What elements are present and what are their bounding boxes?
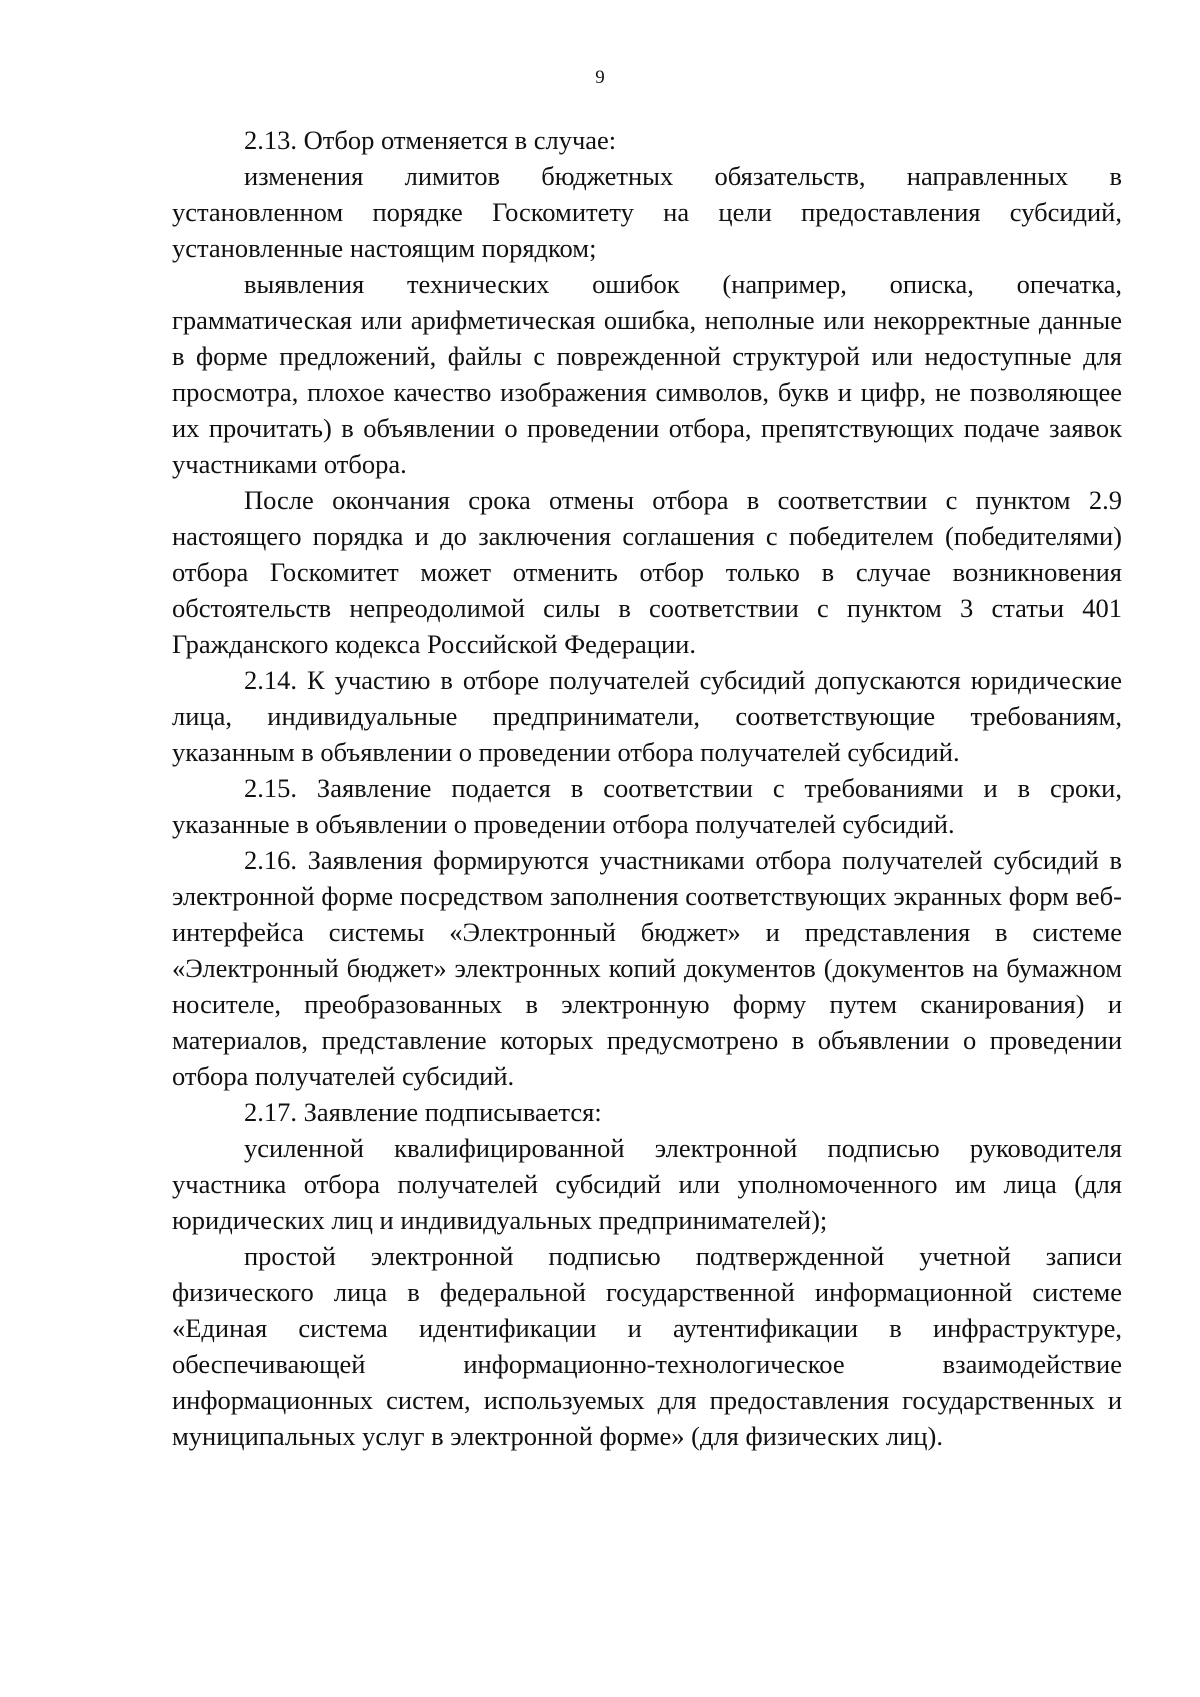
document-body <box>172 122 1122 1454</box>
paragraph-qualified-signature: усиленной квалифицированной электронной подписью руководителя участника отбора получателей субсидий или уполномоченного им лица (для юридических лиц и индивидуальных предпринимателей); <box>172 1133 1122 1235</box>
paragraph-2-16: 2.16. Заявления формируются участниками отбора получателей субсидий в электронной форме посредством заполнения соответствующих экранных форм веб-интерфейса системы «Электронный бюджет» и представления в системе «Электронный бюджет» электронных копий документов (документов на бумажном носителе, преобразованных в электронную форму путем сканирования) и материалов, представление которых предусмотрено в объявлении о проведении отбора получателей субсидий. <box>172 845 1122 1091</box>
paragraph-2-17-heading: 2.17. Заявление подписывается: <box>244 1097 602 1127</box>
paragraph-technical-errors: выявления технических ошибок (например, описка, опечатка, грамматическая или арифметическая ошибка, неполные или некорректные данные в форме предложений, файлы с поврежденной структурой или недоступные для просмотра, плохое качество изображения символов, букв и цифр, не позволяющее их прочитать) в объявлении о проведении отбора, препятствующих подаче заявок участниками отбора. <box>172 269 1122 479</box>
paragraph-2-14: 2.14. К участию в отборе получателей субсидий допускаются юридические лица, индивидуальные предприниматели, соответствующие требованиям, указанным в объявлении о проведении отбора получателей субсидий. <box>172 665 1122 767</box>
paragraph-2-15: 2.15. Заявление подается в соответствии с требованиями и в сроки, указанные в объявлении о проведении отбора получателей субсидий. <box>172 773 1122 839</box>
page-number: 9 <box>595 67 605 88</box>
paragraph-2-13-heading: 2.13. Отбор отменяется в случае: <box>244 125 617 155</box>
paragraph-simple-signature: простой электронной подписью подтвержденной учетной записи физического лица в федеральной государственной информационной системе «Единая система идентификации и аутентификации в инфраструктуре, обеспечивающей информационно-технологическое взаимодействие информационных систем, используемых для предоставления государственных и муниципальных услуг в электронной форме» (для физических лиц). <box>172 1241 1122 1451</box>
paragraph-force-majeure: После окончания срока отмены отбора в соответствии с пунктом 2.9 настоящего порядка и до заключения соглашения с победителем (победителями) отбора Госкомитет может отменить отбор только в случае возникновения обстоятельств непреодолимой силы в соответствии с пунктом 3 статьи 401 Гражданского кодекса Российской Федерации. <box>172 485 1122 659</box>
paragraph-limits-change: изменения лимитов бюджетных обязательств, направленных в установленном порядке Госкомитету на цели предоставления субсидий, установленные настоящим порядком; <box>172 161 1122 263</box>
